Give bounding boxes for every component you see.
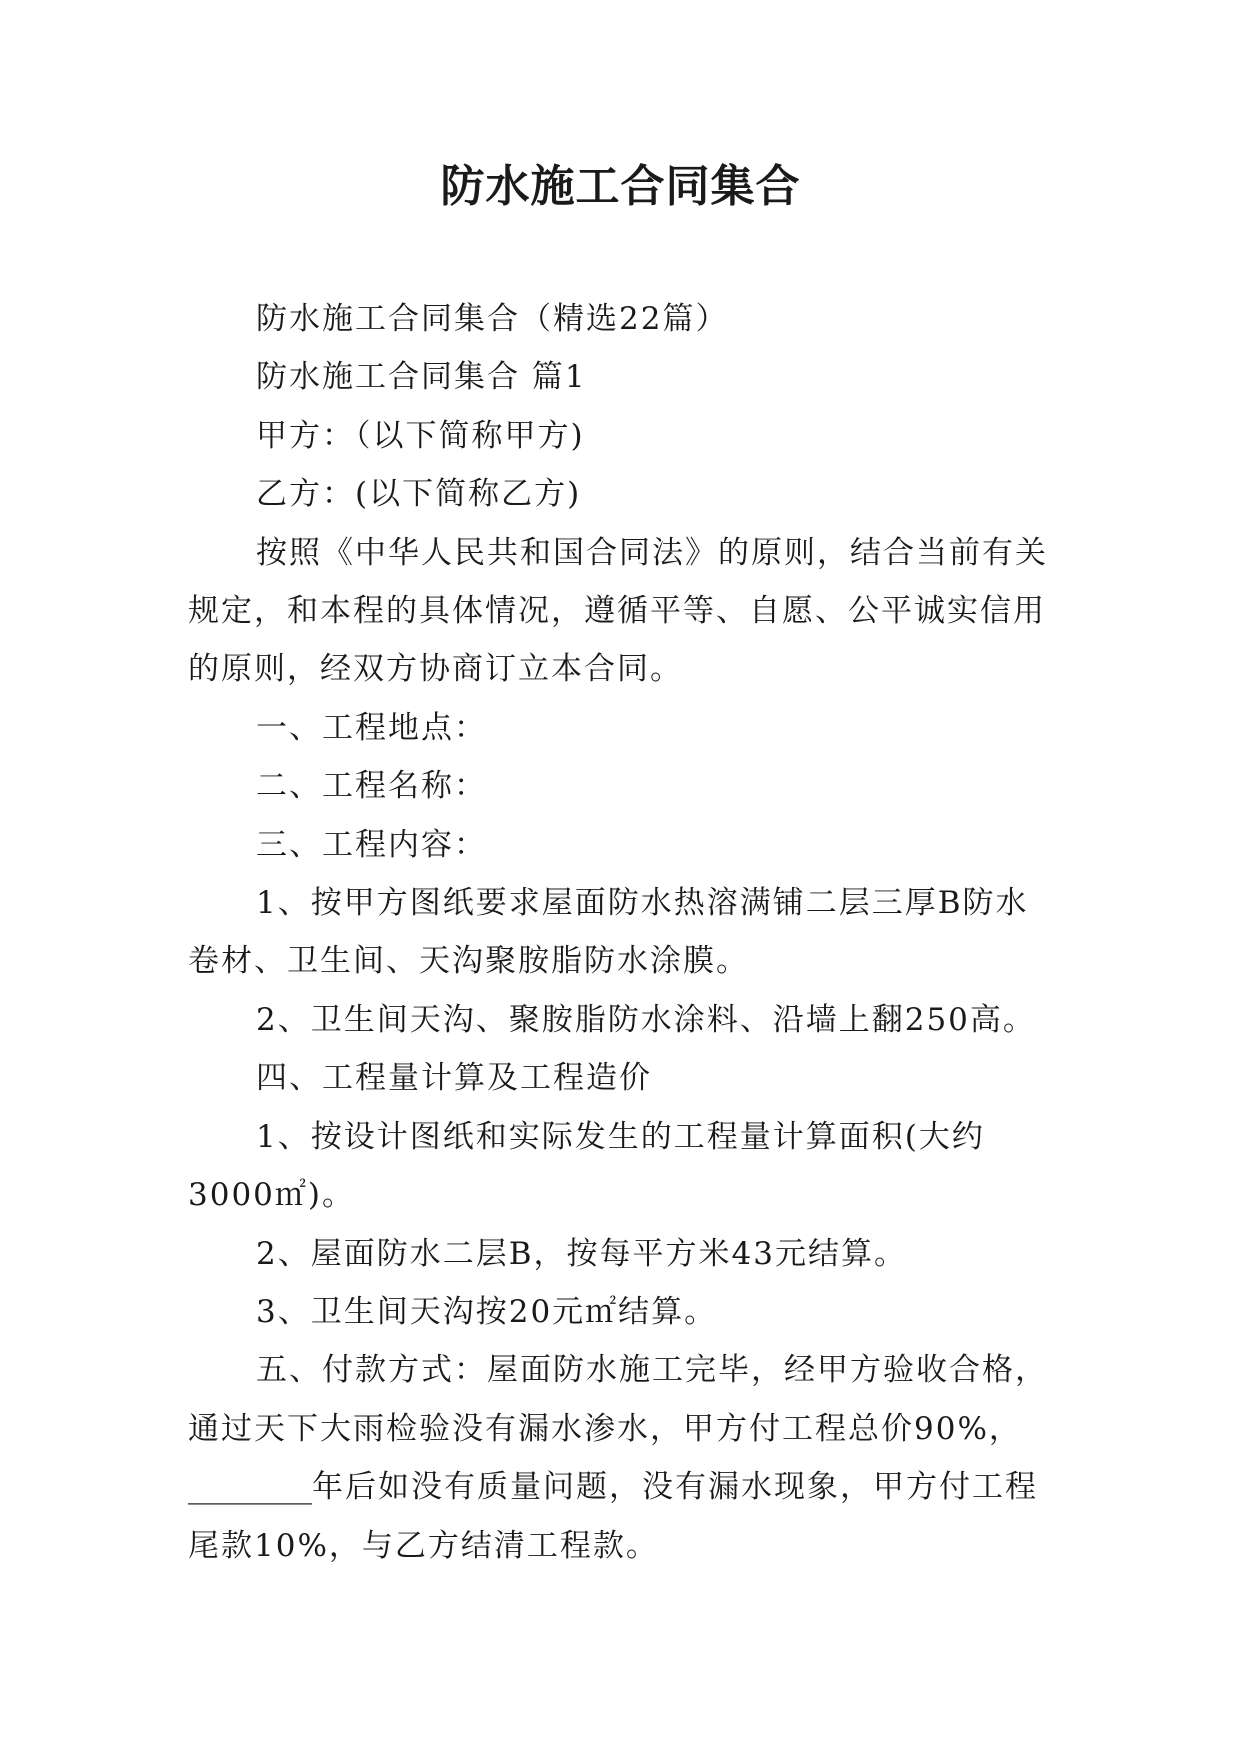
document-title: 防水施工合同集合 [440,161,801,212]
paragraph-section-heading: 防水施工合同集合 篇1 [256,359,587,396]
blank-fill-line: ________ [188,1469,312,1506]
paragraph-party-a: 甲方：（以下简称甲方) [256,417,585,454]
paragraph-quantity-item-1: 1、按设计图纸和实际发生的工程量计算面积(大约3000㎡)。 [188,1118,985,1214]
paragraph-payment-terms: 五、付款方式：屋面防水施工完毕，经甲方验收合格，通过天下大雨检验没有漏水渗水，甲方付工程总价90%， [188,1352,1048,1447]
paragraph-content-item-2: 2、卫生间天沟、聚胺脂防水涂料、沿墙上翻250高。 [256,1001,1036,1038]
paragraph-quantity-item-2: 2、屋面防水二层B，按每平方米43元结算。 [256,1235,907,1272]
paragraph-quantity-heading: 四、工程量计算及工程造价 [256,1060,652,1097]
document-body [188,290,1056,1575]
paragraph-preamble: 按照《中华人民共和国合同法》的原则，结合当前有关规定，和本程的具体情况，遵循平等、自愿、公平诚实信用的原则，经双方协商订立本合同。 [188,534,1048,688]
paragraph-payment-balance [188,1458,1056,1575]
paragraph-party-b: 乙方：(以下简称乙方) [256,476,582,513]
paragraph-project-name: 二、工程名称： [256,768,487,805]
paragraph-project-content: 三、工程内容： [256,826,487,863]
paragraph-project-location: 一、工程地点： [256,709,487,746]
paragraph-quantity-item-3: 3、卫生间天沟按20元㎡结算。 [256,1293,718,1330]
payment-balance-text: 年后如没有质量问题，没有漏水现象，甲方付工程尾款10%，与乙方结清工程款。 [188,1469,1038,1564]
paragraph-intro: 防水施工合同集合（精选22篇） [256,301,729,337]
paragraph-content-item-1: 1、按甲方图纸要求屋面防水热溶满铺二层三厚B防水卷材、卫生间、天沟聚胺脂防水涂膜。 [188,885,1029,980]
